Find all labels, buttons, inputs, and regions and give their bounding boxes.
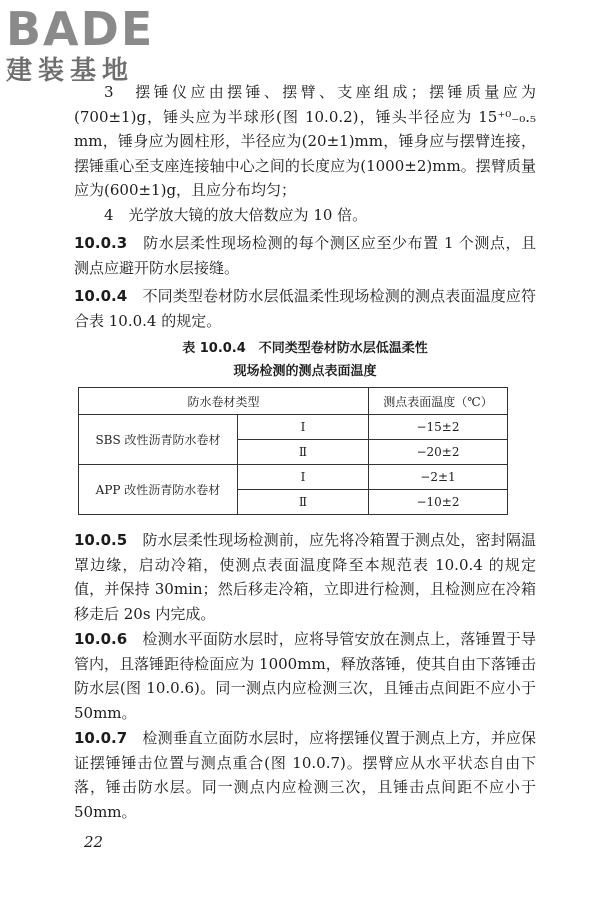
logo-brand: BADE (6, 2, 155, 56)
clause-10-0-3 (74, 231, 536, 280)
clause-text: 检测垂直立面防水层时，应将摆锤仪置于测点上方，并应保证摆锤锤击位置与测点重合(图 10.0.7)。摆臂应从水平状态自由下落，锤击防水层。同一测点内应检测三次，且锤击点间距不应小于 50mm。 (74, 729, 536, 821)
table-row (79, 415, 508, 440)
temp-cell: −10±2 (369, 490, 508, 515)
table-title-line-1: 表 10.0.4 不同类型卷材防水层低温柔性 (182, 341, 428, 356)
clause-10-0-7 (74, 726, 536, 824)
header-surface-temp: 测点表面温度（℃） (369, 388, 508, 415)
temp-cell: −20±2 (369, 440, 508, 465)
clause-text: 检测水平面防水层时，应将导管安放在测点上，落锤置于导管内，且落锤距待检面应为 1000mm，释放落锤，使其自由下落锤击防水层(图 10.0.6)。同一测点内应检测三次，且锤击点间距不应小于 50mm。 (74, 630, 536, 722)
grade-cell: Ⅱ (238, 490, 369, 515)
clause-number: 10.0.7 (74, 729, 128, 747)
temp-cell: −2±1 (369, 465, 508, 490)
membrane-type-cell: APP 改性沥青防水卷材 (79, 465, 238, 515)
paragraph-item-4: 4 光学放大镜的放大倍数应为 10 倍。 (104, 206, 368, 224)
clause-10-0-6 (74, 627, 536, 725)
clause-number: 10.0.4 (74, 287, 128, 305)
page-number: 22 (84, 833, 104, 851)
table-header-row (79, 388, 508, 415)
clause-number: 10.0.5 (74, 531, 128, 549)
watermark-logo (6, 4, 154, 86)
grade-cell: Ⅱ (238, 440, 369, 465)
clause-10-0-4 (74, 284, 536, 333)
paragraph-item-3: 3 摆锤仪应由摆锤、摆臂、支座组成；摆锤质量应为(700±1)g，锤头应为半球形(图 10.0.2)，锤头半径应为 15⁺⁰₋₀.₅ mm，锤身应为圆柱形，半径应为(20±1)mm，锤身应与摆臂连接，摆锤重心至支座连接轴中心之间的长度应为(1000±2)mm。摆臂质量应为(600±1)g，且应分布均匀； (74, 83, 536, 199)
logo-subtitle: 建装基地 (6, 56, 135, 86)
temp-cell: −15±2 (369, 415, 508, 440)
grade-cell: Ⅰ (238, 465, 369, 490)
table-title-line-2: 现场检测的测点表面温度 (233, 364, 377, 379)
table-row (79, 465, 508, 490)
clause-number: 10.0.6 (74, 630, 128, 648)
clause-text: 不同类型卷材防水层低温柔性现场检测的测点表面温度应符合表 10.0.4 的规定。 (74, 287, 536, 330)
surface-temperature-table (78, 387, 508, 515)
clause-10-0-5 (74, 528, 536, 626)
header-membrane-type: 防水卷材类型 (79, 388, 369, 415)
membrane-type-cell: SBS 改性沥青防水卷材 (79, 415, 238, 465)
clause-number: 10.0.3 (74, 234, 128, 252)
grade-cell: Ⅰ (238, 415, 369, 440)
clause-text: 防水层柔性现场检测的每个测区应至少布置 1 个测点，且测点应避开防水层接缝。 (74, 234, 536, 277)
clause-text: 防水层柔性现场检测前，应先将冷箱置于测点处，密封隔温罩边缘，启动冷箱，使测点表面温度降至本规范表 10.0.4 的规定值，并保持 30min；然后移走冷箱，立即进行检测，且检测应在冷箱移走后 20s 内完成。 (74, 531, 536, 623)
